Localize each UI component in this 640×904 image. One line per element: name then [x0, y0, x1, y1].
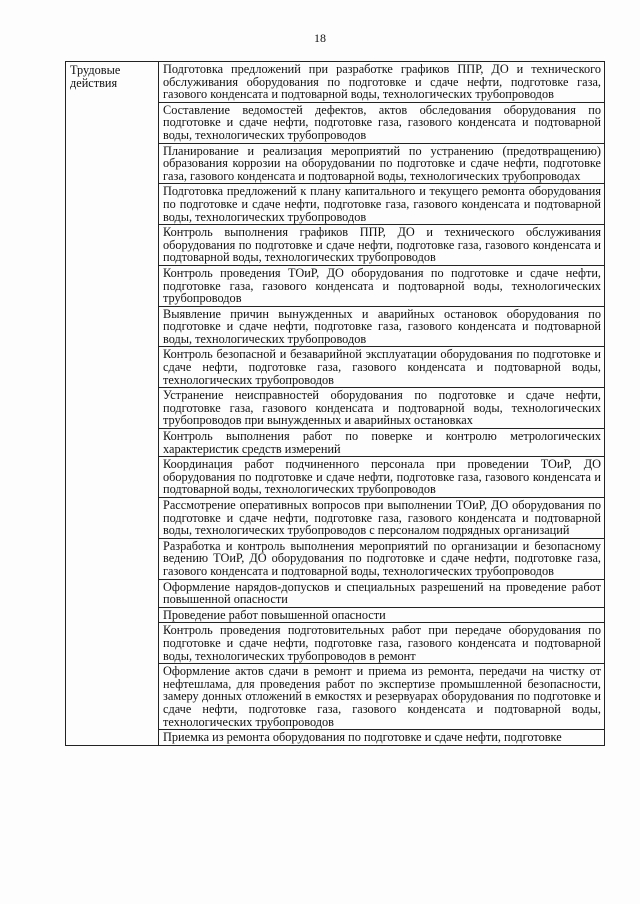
labor-actions-table — [65, 61, 605, 746]
page-number: 18 — [314, 31, 326, 45]
action-cell: Устранение неисправностей оборудования по подготовке и сдаче нефти, подготовке газа, газового конденсата и подтоварной воды, технологических трубопроводов при вынужденных и аварийных остановках — [159, 388, 605, 429]
action-cell: Подготовка предложений при разработке графиков ППР, ДО и технического обслуживания оборудования по подготовке и сдаче нефти, подготовке газа, газового конденсата и подтоварной воды, технологических трубопроводов — [159, 62, 605, 103]
action-cell: Выявление причин вынужденных и аварийных остановок оборудования по подготовке и сдаче нефти, подготовке газа, газового конденсата и подтоварной воды, технологических трубопроводов — [159, 306, 605, 347]
action-cell: Оформление нарядов-допусков и специальных разрешений на проведение работ повышенной опасности — [159, 579, 605, 607]
action-cell: Контроль безопасной и безаварийной эксплуатации оборудования по подготовке и сдаче нефти, подготовке газа, газового конденсата и подтоварной воды, технологических трубопроводов — [159, 347, 605, 388]
action-cell: Рассмотрение оперативных вопросов при выполнении ТОиР, ДО оборудования по подготовке и сдаче нефти, подготовке газа, газового конденсата и подтоварной воды, технологических трубопроводов с персоналом подрядных организаций — [159, 498, 605, 539]
action-cell: Контроль проведения подготовительных работ при передаче оборудования по подготовке и сдаче нефти, подготовке газа, газового конденсата и подтоварной воды, технологических трубопроводов в ремонт — [159, 623, 605, 664]
action-cell: Планирование и реализация мероприятий по устранению (предотвращению) образования коррозии на оборудовании по подготовке и сдаче нефти, подготовке газа, газового конденсата и подтоварной воды, технологических трубопроводах — [159, 143, 605, 184]
action-cell: Контроль выполнения графиков ППР, ДО и технического обслуживания оборудования по подготовке и сдаче нефти, подготовке газа, газового конденсата и подтоварной воды, технологических трубопроводов — [159, 225, 605, 266]
table-body — [66, 62, 605, 746]
action-cell: Проведение работ повышенной опасности — [159, 607, 605, 623]
row-label-labor-actions: Трудовые действия — [66, 62, 159, 746]
action-cell: Разработка и контроль выполнения мероприятий по организации и безопасному ведению ТОиР, ДО оборудования по подготовке и сдаче нефти, подготовке газа, газового конденсата и подтоварной воды, технологических трубопроводов — [159, 538, 605, 579]
action-cell: Оформление актов сдачи в ремонт и приема из ремонта, передачи на чистку от нефтешлама, для проведения работ по экспертизе промышленной безопасности, замеру донных отложений в емкостях и резервуарах оборудования по подготовке и сдаче нефти, подготовке газа, газового конденсата и подтоварной воды, технологических трубопроводов — [159, 664, 605, 730]
action-cell: Составление ведомостей дефектов, актов обследования оборудования по подготовке и сдаче нефти, подготовке газа, газового конденсата и подтоварной воды, технологических трубопроводов — [159, 102, 605, 143]
action-cell: Контроль проведения ТОиР, ДО оборудования по подготовке и сдаче нефти, подготовке газа, газового конденсата и подтоварной воды, технологических трубопроводов — [159, 265, 605, 306]
table-row — [66, 62, 605, 103]
action-cell: Приемка из ремонта оборудования по подготовке и сдаче нефти, подготовке — [159, 730, 605, 746]
action-cell: Подготовка предложений к плану капитального и текущего ремонта оборудования по подготовке и сдаче нефти, подготовке газа, газового конденсата и подтоварной воды, технологических трубопроводов — [159, 184, 605, 225]
action-cell: Контроль выполнения работ по поверке и контролю метрологических характеристик средств измерений — [159, 429, 605, 457]
action-cell: Координация работ подчиненного персонала при проведении ТОиР, ДО оборудования по подготовке и сдаче нефти, подготовке газа, газового конденсата и подтоварной воды, технологических трубопроводов — [159, 457, 605, 498]
